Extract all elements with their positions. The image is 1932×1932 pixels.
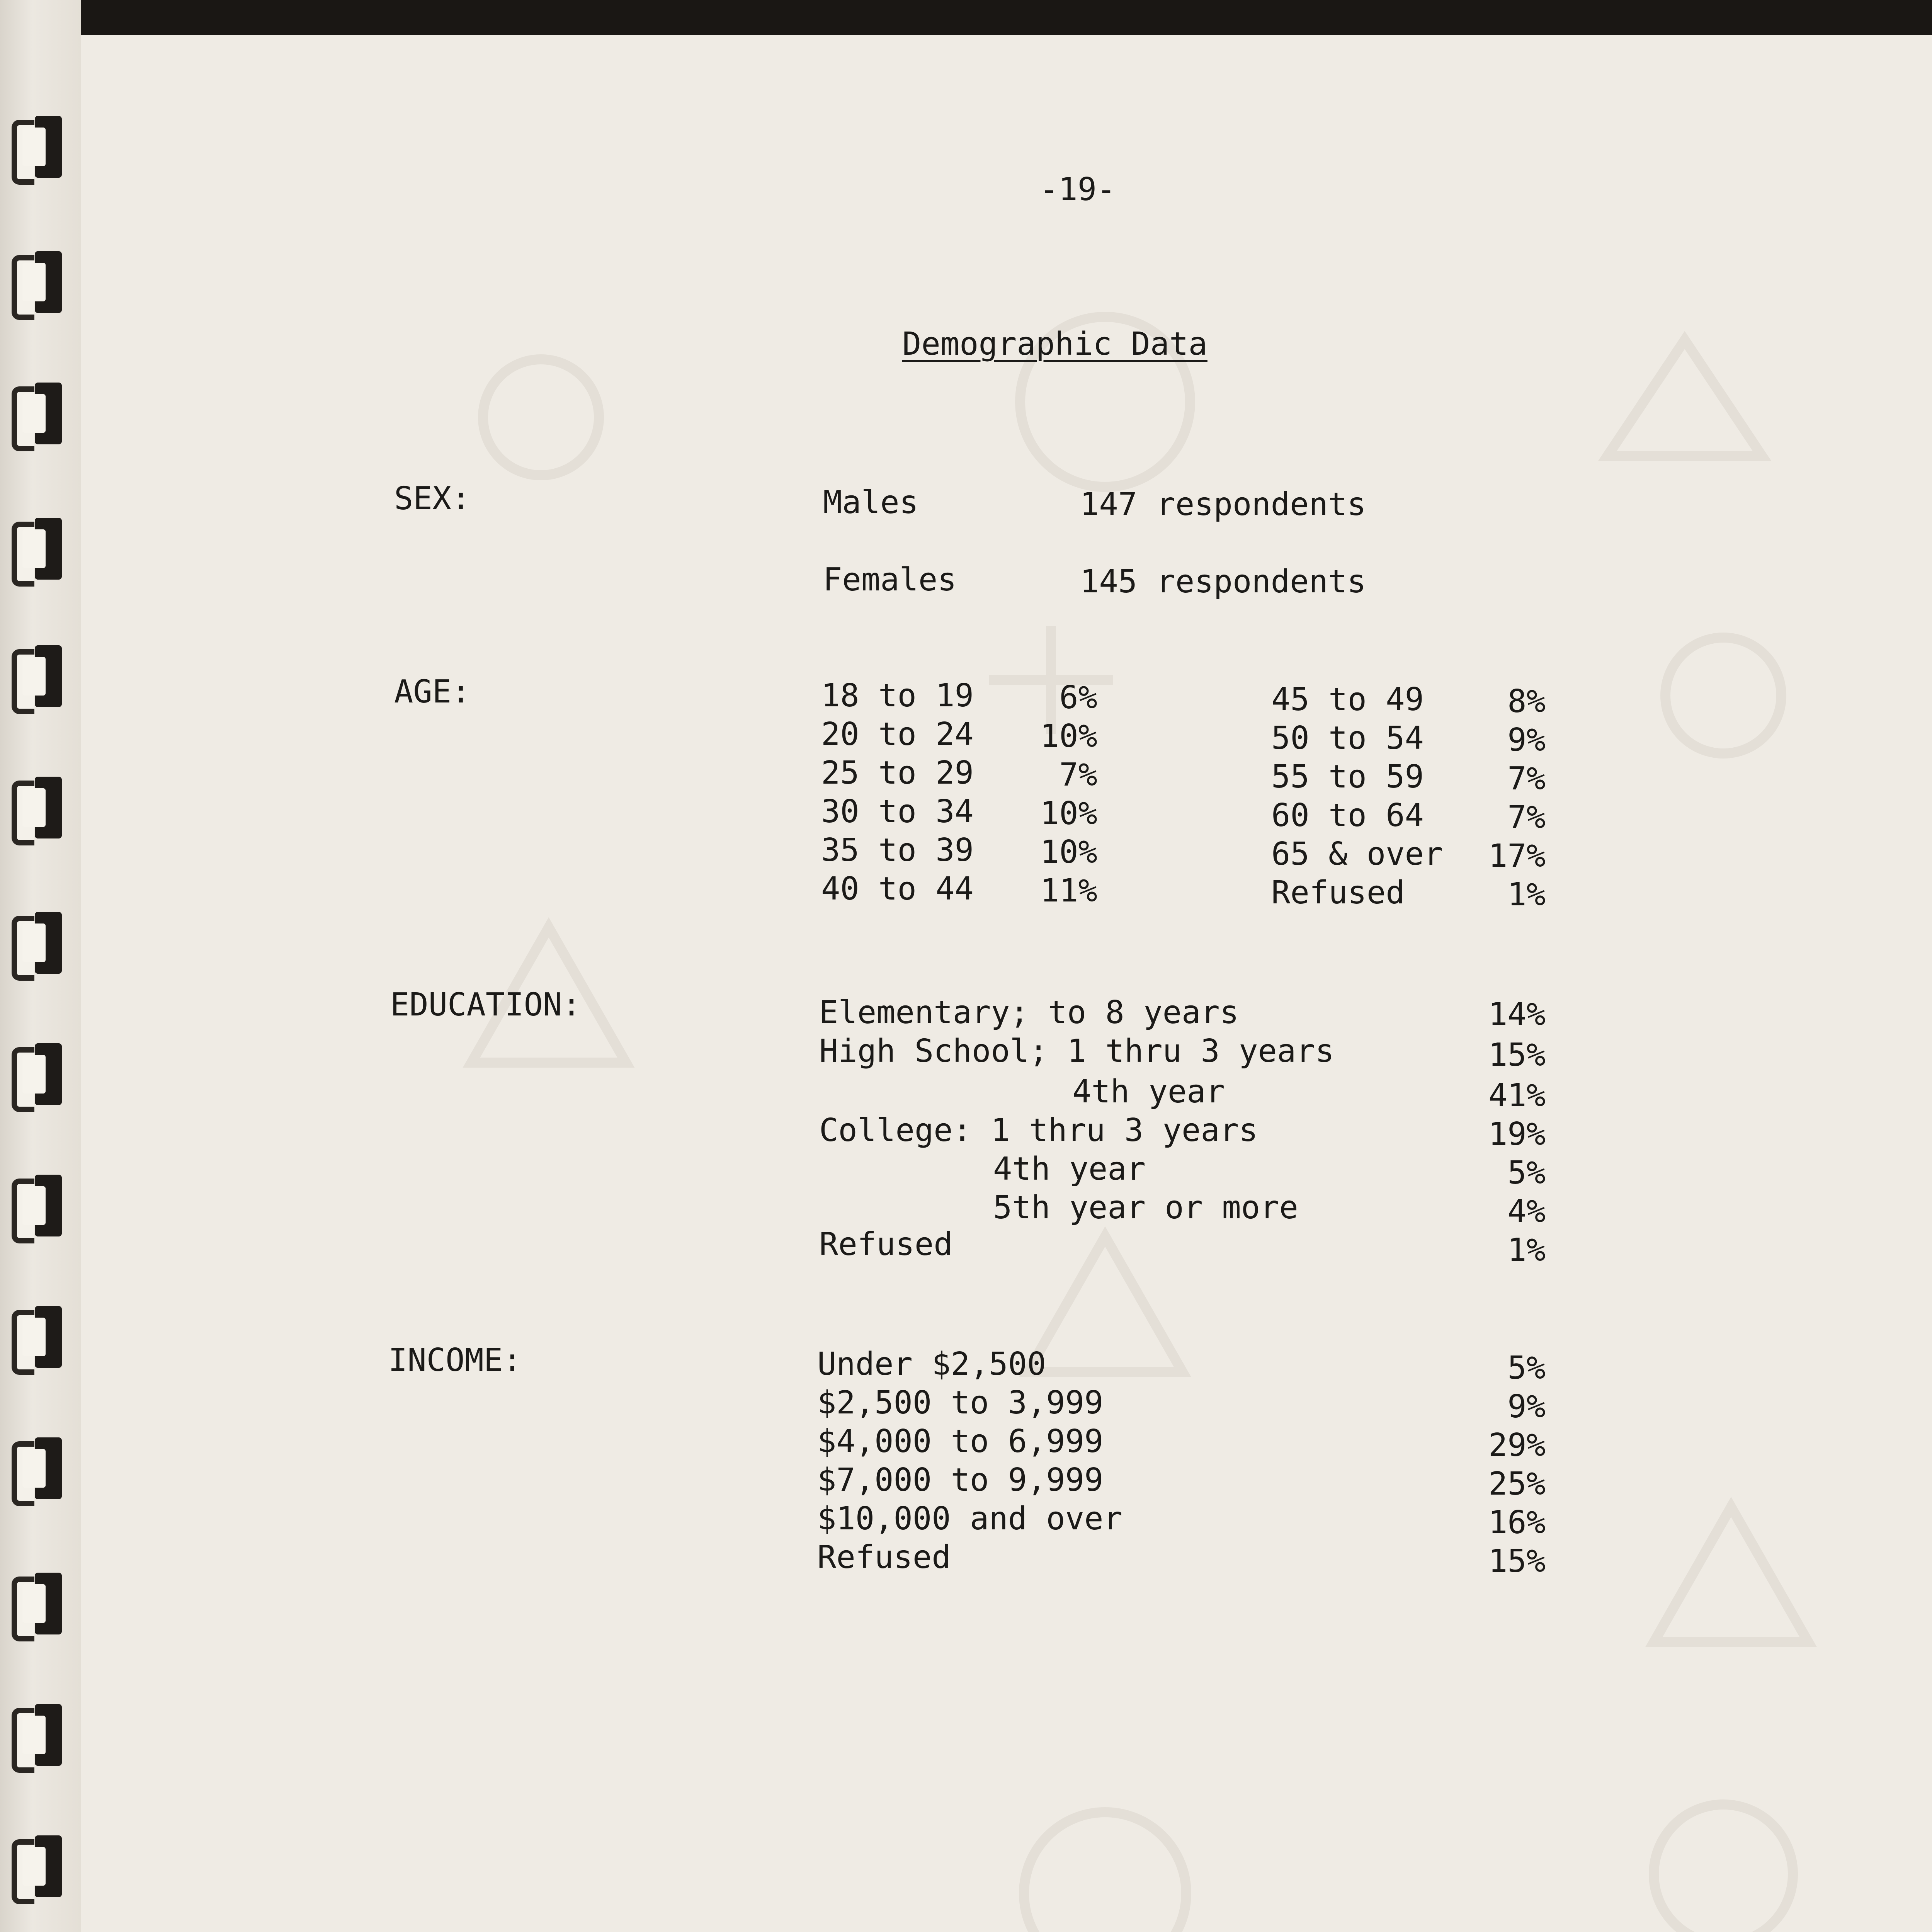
age-range: 65 & over (1271, 836, 1443, 872)
age-range: 60 to 64 (1271, 797, 1424, 834)
binding-ring (8, 773, 66, 838)
income-row-text: $2,500 to 3,999 (817, 1384, 1104, 1421)
binding-ring (8, 379, 66, 444)
age-range: 55 to 59 (1271, 759, 1424, 795)
education-row-text: 4th year (993, 1151, 1146, 1187)
age-range: 50 to 54 (1271, 720, 1424, 757)
education-row-text: College: 1 thru 3 years (819, 1112, 1258, 1149)
binding-ring (8, 1171, 66, 1236)
age-percent: 9% (1507, 722, 1546, 759)
education-row-percent: 1% (1507, 1232, 1546, 1269)
age-percent: 11% (1040, 872, 1097, 909)
education-row-percent: 14% (1488, 996, 1546, 1033)
age-percent: 10% (1040, 795, 1097, 832)
education-row-text: 5th year or more (993, 1189, 1298, 1226)
sex-row-name: Females (823, 561, 957, 598)
age-range: 45 to 49 (1271, 681, 1424, 718)
section-label-income: INCOME: (388, 1342, 522, 1379)
education-row-percent: 4% (1507, 1193, 1546, 1230)
education-row-percent: 41% (1488, 1077, 1546, 1114)
income-row-percent: 9% (1507, 1388, 1546, 1425)
binding-ring (8, 641, 66, 707)
age-range: 40 to 44 (821, 871, 974, 907)
income-row-percent: 25% (1488, 1466, 1546, 1502)
income-row-percent: 15% (1488, 1543, 1546, 1580)
binding-ring (8, 1832, 66, 1897)
education-row-text: 4th year (1072, 1073, 1225, 1110)
binding-ring (8, 1700, 66, 1766)
income-row-percent: 29% (1488, 1427, 1546, 1464)
education-row-percent: 15% (1488, 1037, 1546, 1073)
age-percent: 6% (1059, 679, 1097, 716)
education-row-percent: 19% (1488, 1116, 1546, 1153)
education-row-text: Refused (819, 1226, 953, 1263)
education-row-text: High School; 1 thru 3 years (819, 1033, 1334, 1070)
age-percent: 10% (1040, 718, 1097, 755)
age-range: 25 to 29 (821, 755, 974, 791)
sex-row-name: Males (823, 484, 918, 521)
binding-ring (8, 1569, 66, 1634)
age-range: 20 to 24 (821, 716, 974, 753)
binding-ring (8, 514, 66, 580)
age-percent: 7% (1507, 799, 1546, 836)
sex-row-value: 145 respondents (1080, 563, 1366, 600)
binding-ring (8, 112, 66, 178)
age-percent: 17% (1488, 838, 1546, 874)
section-label-education: EDUCATION: (390, 986, 581, 1023)
income-row-text: $4,000 to 6,999 (817, 1423, 1104, 1460)
section-label-age: AGE: (394, 673, 471, 710)
education-row-text: Elementary; to 8 years (819, 994, 1239, 1031)
age-range: 35 to 39 (821, 832, 974, 869)
age-range: 18 to 19 (821, 677, 974, 714)
page-title: Demographic Data (902, 326, 1208, 362)
income-row-percent: 16% (1488, 1504, 1546, 1541)
income-row-text: Refused (817, 1539, 951, 1576)
income-row-text: Under $2,500 (817, 1346, 1046, 1383)
binding-ring (8, 1434, 66, 1499)
income-row-text: $7,000 to 9,999 (817, 1462, 1104, 1498)
binding-ring (8, 247, 66, 313)
sex-row-value: 147 respondents (1080, 486, 1366, 523)
section-label-sex: SEX: (394, 480, 471, 517)
age-range: Refused (1271, 874, 1405, 911)
age-percent: 7% (1059, 757, 1097, 793)
age-percent: 8% (1507, 683, 1546, 720)
age-percent: 7% (1507, 760, 1546, 797)
income-row-percent: 5% (1507, 1350, 1546, 1386)
binding-ring (8, 1302, 66, 1368)
binding-ring (8, 1039, 66, 1105)
age-percent: 10% (1040, 834, 1097, 871)
binding-ring (8, 908, 66, 974)
page-number: -19- (1039, 171, 1116, 208)
education-row-percent: 5% (1507, 1155, 1546, 1191)
age-range: 30 to 34 (821, 793, 974, 830)
income-row-text: $10,000 and over (817, 1500, 1122, 1537)
age-percent: 1% (1507, 876, 1546, 913)
